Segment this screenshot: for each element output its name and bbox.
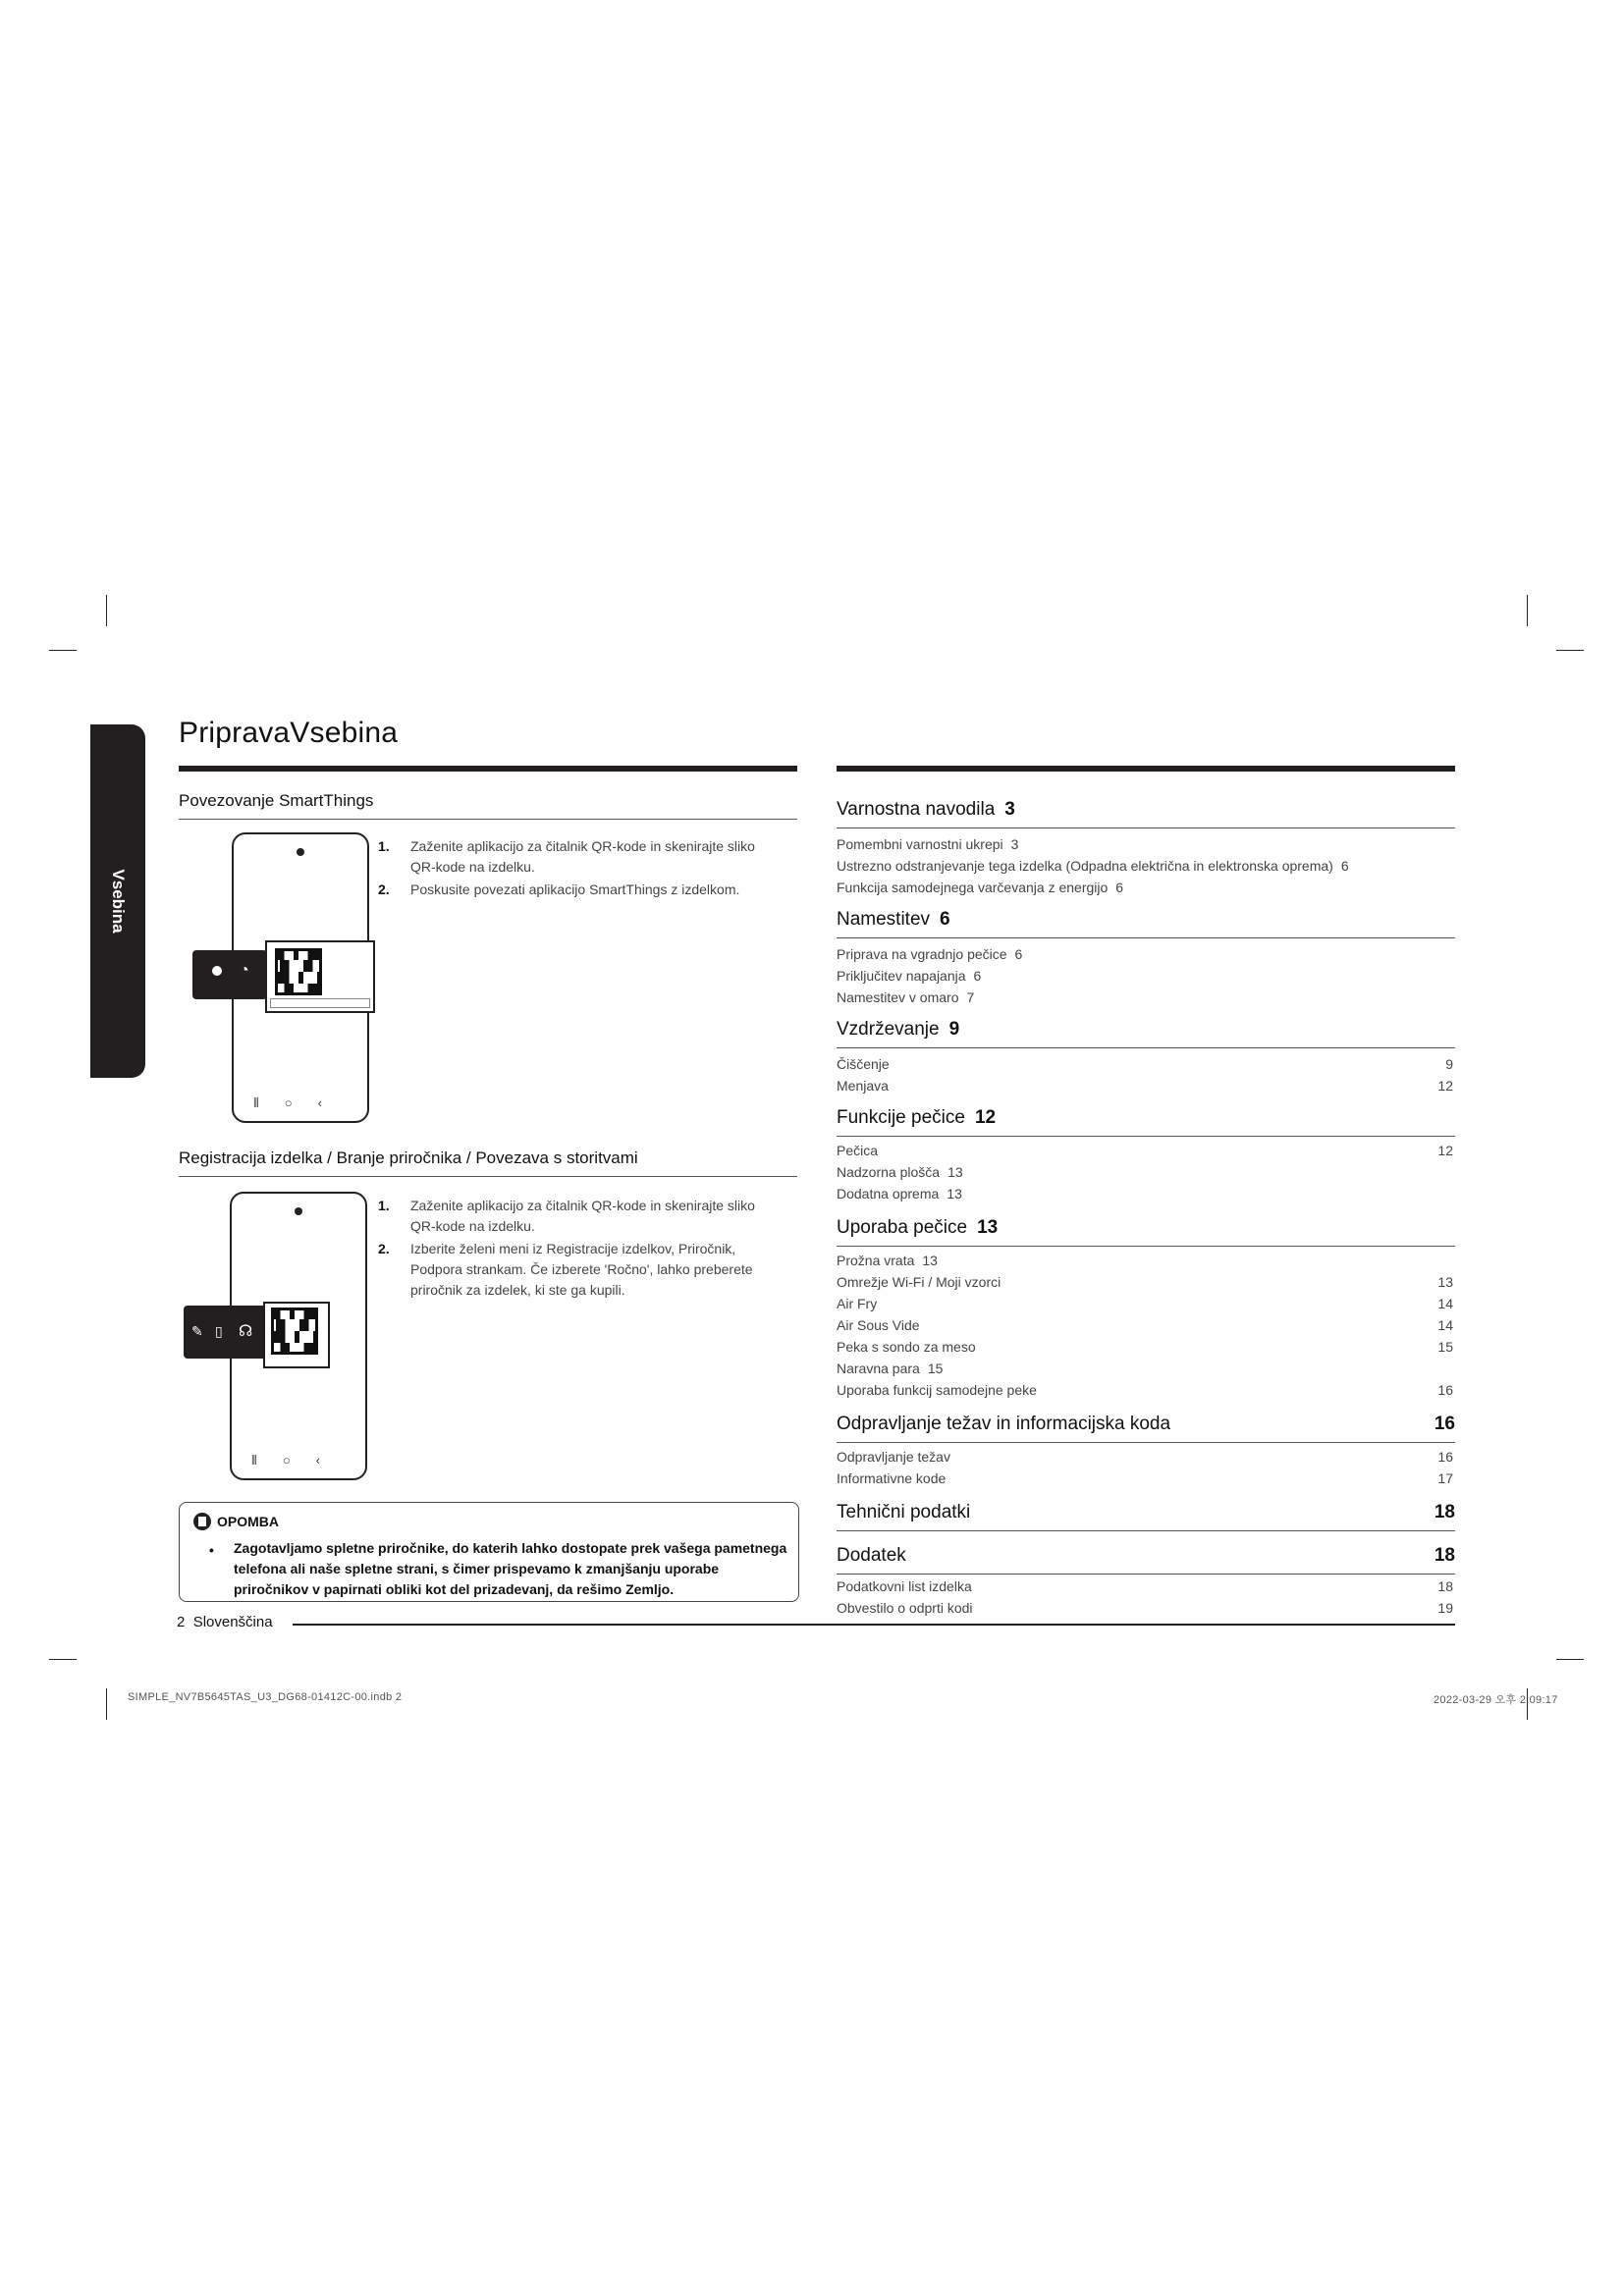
footer-language: Slovenščina: [192, 1614, 273, 1630]
smartthings-rule: [179, 819, 797, 820]
note-box: [179, 1502, 799, 1602]
qr-pattern: [271, 1308, 318, 1355]
toc-item: Odpravljanje težav 16: [837, 1449, 1453, 1465]
toc-rule: [837, 937, 1455, 938]
page-footer: [177, 1614, 273, 1630]
toc-heading: Dodatek 18: [837, 1545, 1455, 1566]
crop-mark: [1556, 1659, 1584, 1660]
list-item: 2. Poskusite povezati aplikacijo SmartThings z izdelkom.: [378, 881, 740, 897]
toc-item: Funkcija samodejnega varčevanja z energijo 6: [837, 880, 1124, 895]
toc-item: Namestitev v omaro 7: [837, 989, 975, 1005]
crop-mark: [1556, 650, 1584, 651]
toc-item: Omrežje Wi-Fi / Moji vzorci 13: [837, 1274, 1453, 1290]
toc-rule: [837, 1246, 1455, 1247]
list-item: 1. Zaženite aplikacijo za čitalnik QR-kode in skenirajte sliko QR-kode na izdelku.: [378, 838, 755, 875]
oven-panel: [192, 950, 267, 999]
qr-code: [263, 1302, 330, 1368]
toc-item: Peka s sondo za meso 15: [837, 1339, 1453, 1355]
toc-item: Podatkovni list izdelka 18: [837, 1578, 1453, 1594]
page-number: 2: [177, 1614, 186, 1630]
qr-pattern: [275, 948, 322, 995]
power-icon: [212, 966, 222, 976]
toc-heading: Namestitev 6: [837, 909, 950, 930]
phone-nav-icons: ⦀○‹: [253, 1095, 348, 1110]
crop-mark: [106, 1688, 107, 1720]
note-icon: [193, 1513, 211, 1530]
toc-item: Čiščenje 9: [837, 1056, 1453, 1072]
toc-rule: [837, 1530, 1455, 1531]
toc-item: Menjava 12: [837, 1078, 1453, 1094]
side-tab-label: Vsebina: [109, 869, 128, 934]
title-rule-left: [179, 766, 797, 772]
toc-item: Ustrezno odstranjevanje tega izdelka (Odpadna električna in elektronska oprema) 6: [837, 858, 1349, 874]
toc-item: Uporaba funkcij samodejne peke 16: [837, 1382, 1453, 1398]
crop-mark: [1527, 595, 1528, 626]
camera-icon: [295, 1207, 302, 1215]
registration-rule: [179, 1176, 797, 1177]
service-card: [184, 1306, 274, 1359]
toc-item: Naravna para 15: [837, 1361, 944, 1376]
toc-item: Informativne kode 17: [837, 1470, 1453, 1486]
registration-title: Registracija izdelka / Branje priročnika / Povezava s storitvami: [179, 1148, 638, 1167]
toc-rule: [837, 1442, 1455, 1443]
toc-heading: Tehnični podatki 18: [837, 1502, 1455, 1522]
page-title: PripravaVsebina: [179, 717, 399, 749]
toc-item: Prožna vrata 13: [837, 1253, 938, 1268]
toc-rule: [837, 1047, 1455, 1048]
crop-mark: [106, 595, 107, 626]
list-item: 1. Zaženite aplikacijo za čitalnik QR-kode in skenirajte sliko QR-kode na izdelku.: [378, 1198, 755, 1234]
crop-mark: [49, 1659, 77, 1660]
crop-mark: [49, 650, 77, 651]
smartthings-title: Povezovanje SmartThings: [179, 791, 374, 810]
phone-nav-icons: ⦀○‹: [251, 1453, 346, 1468]
side-tab: [90, 724, 145, 1078]
toc-rule: [837, 1136, 1455, 1137]
footer-rule: [293, 1624, 1455, 1626]
toc-item: Priprava na vgradnjo pečice 6: [837, 946, 1023, 962]
toc-item: Priključitev napajanja 6: [837, 968, 982, 984]
camera-icon: [297, 848, 304, 856]
note-heading: OPOMBA: [193, 1513, 279, 1530]
wifi-icon: ◔: [240, 962, 249, 979]
toc-heading: Odpravljanje težav in informacijska koda 16: [837, 1414, 1455, 1434]
slug-date: 2022-03-29 오후 2:09:17: [1434, 1694, 1558, 1706]
toc-heading: Uporaba pečice 13: [837, 1217, 999, 1238]
note-text: Zagotavljamo spletne priročnike, do katerih lahko dostopate prek vašega pametnega telefona ali naše spletne strani, s čimer prispevamo k zmanjšanju uporabe priročnikov v papirnati obliki kot del prizadevanj, da rešimo Zemljo.: [234, 1540, 787, 1597]
toc-item: Air Sous Vide 14: [837, 1317, 1453, 1333]
list-item: 2. Izberite želeni meni iz Registracije izdelkov, Priročnik, Podpora strankam. Če izberete 'Ročno', lahko preberete priročnik za izdelek, ki ste ga kupili.: [378, 1241, 753, 1298]
qr-code: [265, 940, 375, 1013]
toc-item: Pomembni varnostni ukrepi 3: [837, 836, 1019, 852]
qr-label: [270, 998, 370, 1008]
toc-item: Nadzorna plošča 13: [837, 1164, 963, 1180]
bullet: •: [209, 1542, 214, 1558]
toc-item: Air Fry 14: [837, 1296, 1453, 1311]
toc-item: Pečica 12: [837, 1143, 1453, 1158]
toc-item: Obvestilo o odprti kodi 19: [837, 1600, 1453, 1616]
toc-heading: Varnostna navodila 3: [837, 799, 1015, 820]
title-rule-right: [837, 766, 1455, 772]
register-icon: ✎: [191, 1323, 203, 1339]
headset-icon: ☊: [239, 1323, 253, 1340]
slug-file: SIMPLE_NV7B5645TAS_U3_DG68-01412C-00.indb 2: [128, 1691, 403, 1703]
toc-rule: [837, 1574, 1455, 1575]
toc-heading: Funkcije pečice 12: [837, 1107, 997, 1128]
manual-icon: ▯: [215, 1323, 223, 1339]
toc-item: Dodatna oprema 13: [837, 1186, 962, 1201]
toc-heading: Vzdrževanje 9: [837, 1019, 960, 1040]
